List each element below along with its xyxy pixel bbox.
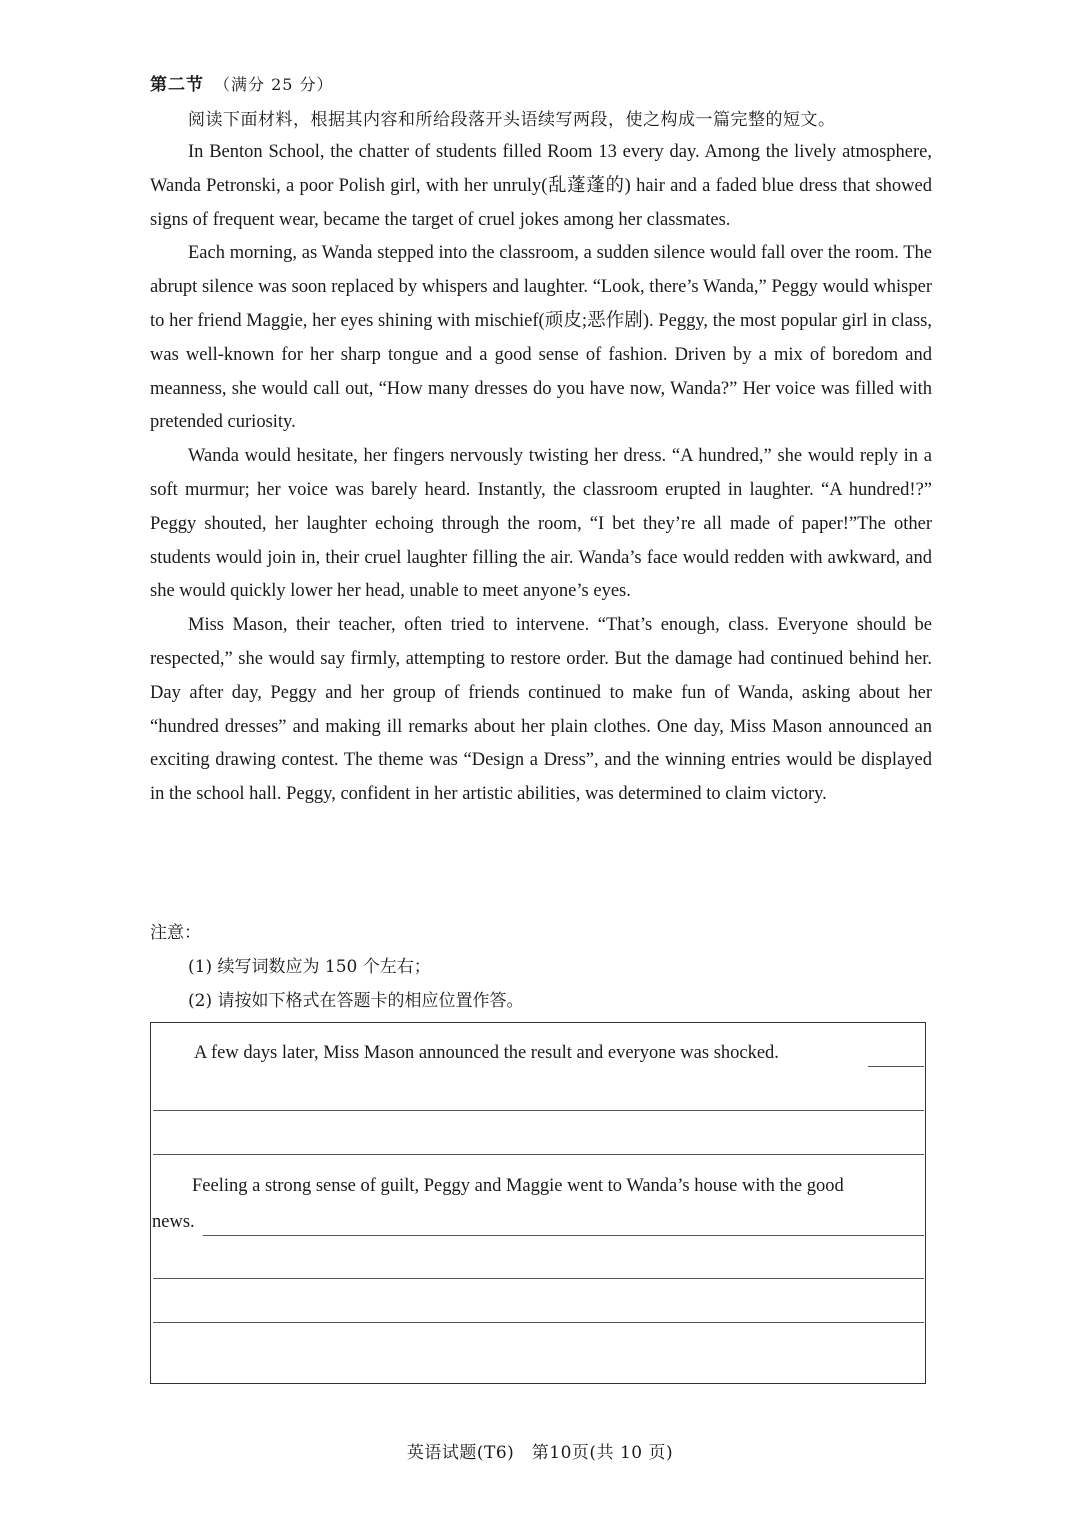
writing-line [153,1278,924,1279]
section-title: 第二节 [150,75,204,95]
note-word-count: (1) 续写词数应为 150 个左右； [188,957,431,977]
section-score: （满分 25 分） [214,75,334,94]
notes-label: 注意： [150,923,201,943]
paragraph-opener-2: Feeling a strong sense of guilt, Peggy and Maggie went to Wanda’s house with the good [192,1176,844,1196]
page-footer: 英语试题(T6) 第10页(共 10 页) [406,1443,674,1463]
task-instruction: 阅读下面材料，根据其内容和所给段落开头语续写两段，使之构成一篇完整的短文。 [188,110,836,130]
writing-line [203,1235,924,1236]
paragraph-opener-2-continued: news. [152,1212,195,1232]
writing-line [153,1110,924,1111]
writing-line [868,1066,924,1067]
writing-line [153,1322,924,1323]
passage-paragraph-4: Miss Mason, their teacher, often tried to intervene. “That’s enough, class. Everyone should be respected,” she would say firmly, attempting to restore order. But the damage had continued behind her. Day after day, Peggy and her group of friends continued to make fun of Wanda, asking about her “hundred dresses” and making ill remarks about her plain clothes. One day, Miss Mason announced an exciting drawing contest. The theme was “Design a Dress”, and the winning entries would be displayed in the school hall. Peggy, confident in her artistic abilities, was determined to claim victory. [150,615,932,805]
answer-format-box [150,1022,926,1384]
section-heading [150,70,334,95]
note-answer-format: (2) 请按如下格式在答题卡的相应位置作答。 [188,991,524,1011]
paragraph-opener-1: A few days later, Miss Mason announced the result and everyone was shocked. [194,1043,779,1063]
passage-paragraph-1: In Benton School, the chatter of students filled Room 13 every day. Among the lively atmosphere, Wanda Petronski, a poor Polish girl, with her unruly(乱蓬蓬的) hair and a faded blue dress that showed signs of frequent wear, became the target of cruel jokes among her classmates. [150,142,932,230]
reading-passage [150,136,932,812]
writing-line [153,1154,924,1155]
passage-paragraph-3: Wanda would hesitate, her fingers nervously twisting her dress. “A hundred,” she would reply in a soft murmur; her voice was barely heard. Instantly, the classroom erupted in laughter. “A hundred!?” Peggy shouted, her laughter echoing through the room, “I bet they’re all made of paper!”The other students would join in, their cruel laughter filling the air. Wanda’s face would redden with awkward, and she would quickly lower her head, unable to meet anyone’s eyes. [150,446,932,602]
passage-paragraph-2: Each morning, as Wanda stepped into the classroom, a sudden silence would fall over the room. The abrupt silence was soon replaced by whispers and laughter. “Look, there’s Wanda,” Peggy would whisper to her friend Maggie, her eyes shining with mischief(顽皮;恶作剧). Peggy, the most popular girl in class, was well-known for her sharp tongue and a good sense of fashion. Driven by a mix of boredom and meanness, she would call out, “How many dresses do you have now, Wanda?” Her voice was filled with pretended curiosity. [150,243,932,433]
